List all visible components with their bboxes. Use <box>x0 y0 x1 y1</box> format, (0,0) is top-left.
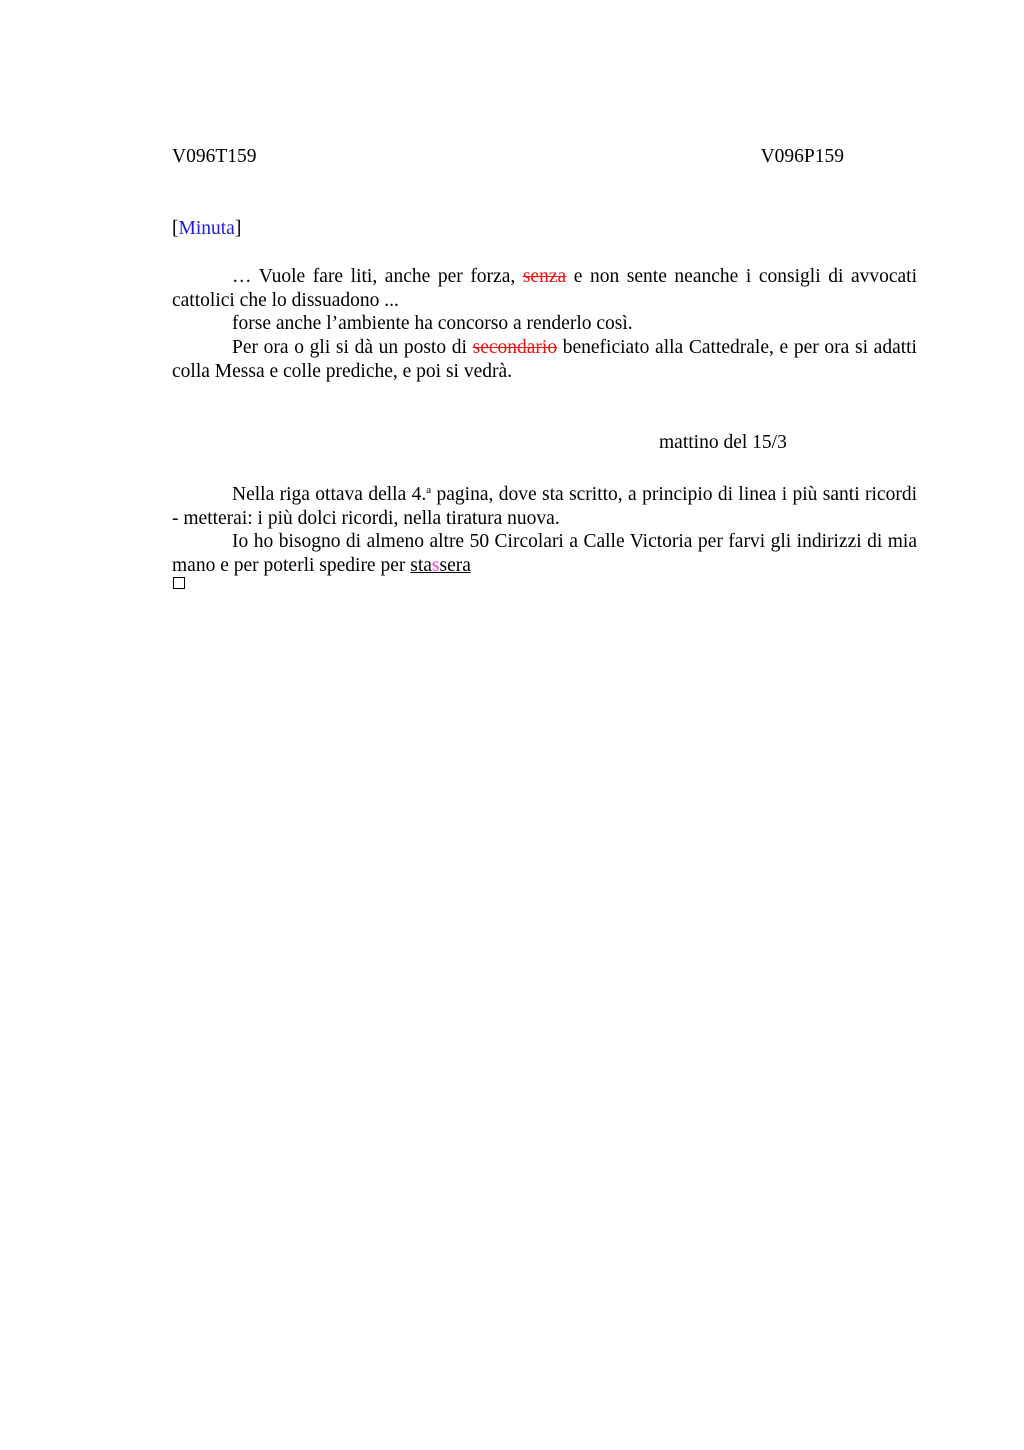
paragraph-3 <box>172 336 917 383</box>
letter-block-1 <box>172 265 917 384</box>
minuta-open-bracket: [ <box>172 218 179 239</box>
paragraph-3-before: Per ora o gli si dà un posto di <box>232 337 473 359</box>
header-row <box>172 146 844 172</box>
ordinal-superscript: a <box>426 484 432 496</box>
minuta-close-bracket: ] <box>234 218 242 239</box>
minuta-label <box>172 218 241 240</box>
date-line: mattino del 15/3 <box>659 432 787 453</box>
document-code-left: V096T159 <box>172 146 257 167</box>
inserted-letter: s <box>431 555 440 577</box>
paragraph-4-after: pagina, dove sta scritto, a principio di linea i più santi ricordi - metterai: i più dolci ricordi, nella tiratura nuova. <box>172 484 917 529</box>
struck-word-secondario: secondario <box>472 337 558 359</box>
paragraph-5 <box>172 530 917 577</box>
paragraph-2: forse anche l’ambiente ha concorso a renderlo così. <box>232 313 633 335</box>
end-box-icon <box>173 577 185 589</box>
paragraph-4 <box>172 479 917 530</box>
underlined-word-stassera <box>410 555 471 576</box>
struck-word-senza: senza <box>522 266 567 287</box>
word-part-1: sta <box>410 555 432 577</box>
paragraph-5-before: Io ho bisogno di almeno altre 50 Circolari a Calle Victoria per farvi gli indirizzi di mia mano e per poterli spedire per <box>172 531 917 577</box>
word-part-2: sera <box>439 555 471 577</box>
letter-block-2 <box>172 479 917 578</box>
paragraph-1-after: e non sente neanche i consigli di avvocati cattolici che lo dissuadono ... <box>172 266 917 311</box>
paragraph-4-before: Nella riga ottava della 4. <box>232 484 427 505</box>
paragraph-1 <box>172 265 917 312</box>
paragraph-3-after: beneficiato alla Cattedrale, e per ora si adatti colla Messa e colle prediche, e poi si vedrà. <box>172 337 917 382</box>
paragraph-1-before: … Vuole fare liti, anche per forza, <box>232 266 523 287</box>
minuta-text: Minuta <box>178 218 235 239</box>
document-code-right: V096P159 <box>760 146 844 167</box>
